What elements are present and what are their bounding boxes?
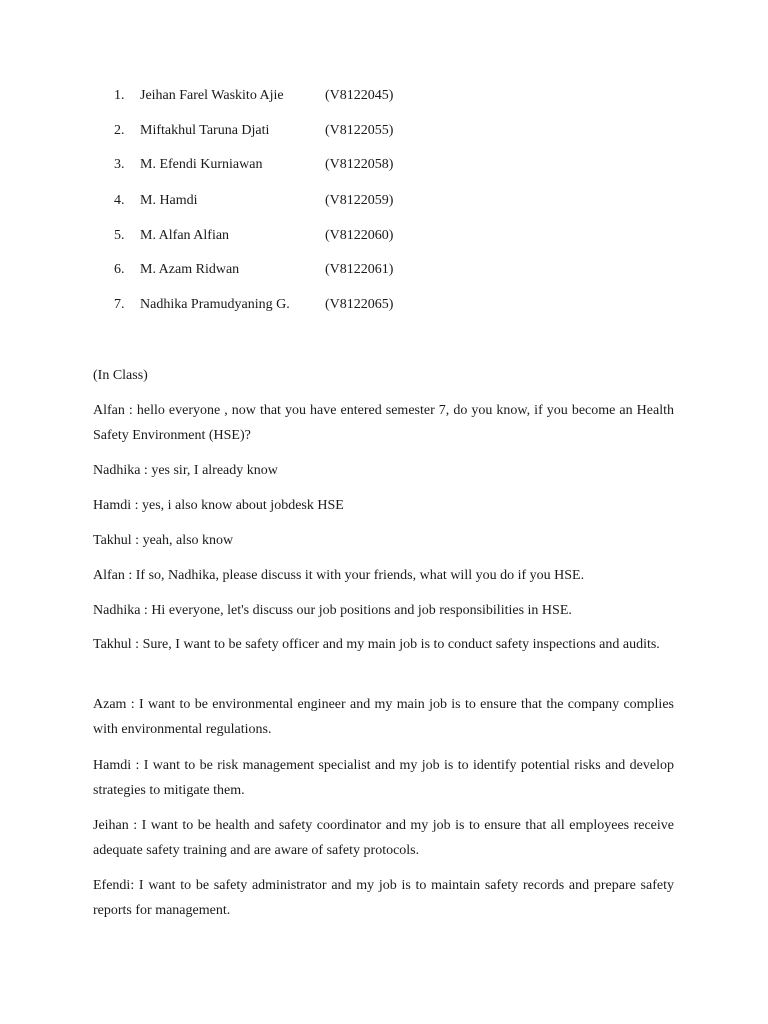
member-number: 6. xyxy=(114,262,125,277)
member-item xyxy=(0,155,768,175)
member-name: Jeihan Farel Waskito Ajie xyxy=(140,88,284,103)
member-item xyxy=(0,191,768,211)
dialogue-line: Nadhika : yes sir, I already know xyxy=(93,463,278,478)
member-name: M. Azam Ridwan xyxy=(140,262,240,277)
member-number: 3. xyxy=(114,157,125,172)
member-item xyxy=(0,260,768,280)
dialogue-line: Hamdi : yes, i also know about jobdesk HSE xyxy=(93,498,344,513)
member-id: (V8122060) xyxy=(325,228,394,243)
dialogue-line: Efendi: I want to be safety administrator and my job is to maintain safety records and prepare safety reports for management. xyxy=(93,878,674,918)
setting-text: (In Class) xyxy=(93,368,148,383)
member-number: 1. xyxy=(114,88,125,103)
member-item xyxy=(0,86,768,106)
member-id: (V8122045) xyxy=(325,88,394,103)
member-item xyxy=(0,295,768,315)
member-name: M. Hamdi xyxy=(140,193,198,208)
dialogue-line: Jeihan : I want to be health and safety coordinator and my job is to ensure that all employees receive adequate safety training and are aware of safety protocols. xyxy=(93,818,674,858)
member-name: Nadhika Pramudyaning G. xyxy=(140,297,290,312)
dialogue-line: Azam : I want to be environmental engineer and my main job is to ensure that the company complies with environmental regulations. xyxy=(93,697,674,737)
member-id: (V8122065) xyxy=(325,297,394,312)
dialogue-line: Alfan : If so, Nadhika, please discuss it with your friends, what will you do if you HSE. xyxy=(93,568,585,583)
member-number: 7. xyxy=(114,297,125,312)
dialogue-line: Alfan : hello everyone , now that you have entered semester 7, do you know, if you become an Health Safety Environment (HSE)? xyxy=(93,403,674,443)
dialogue-line: Takhul : Sure, I want to be safety officer and my main job is to conduct safety inspections and audits. xyxy=(93,637,660,652)
member-id: (V8122058) xyxy=(325,157,394,172)
dialogue-line: Nadhika : Hi everyone, let's discuss our job positions and job responsibilities in HSE. xyxy=(93,603,572,618)
member-id: (V8122055) xyxy=(325,123,394,138)
member-name: Miftakhul Taruna Djati xyxy=(140,123,270,138)
member-id: (V8122061) xyxy=(325,262,394,277)
member-item xyxy=(0,121,768,141)
member-item xyxy=(0,226,768,246)
member-name: M. Alfan Alfian xyxy=(140,228,230,243)
member-id: (V8122059) xyxy=(325,193,394,208)
member-number: 4. xyxy=(114,193,125,208)
dialogue-line: Hamdi : I want to be risk management specialist and my job is to identify potential risks and develop strategies to mitigate them. xyxy=(93,758,674,798)
dialogue-line: Takhul : yeah, also know xyxy=(93,533,234,548)
member-number: 2. xyxy=(114,123,125,138)
member-name: M. Efendi Kurniawan xyxy=(140,157,263,172)
member-number: 5. xyxy=(114,228,125,243)
